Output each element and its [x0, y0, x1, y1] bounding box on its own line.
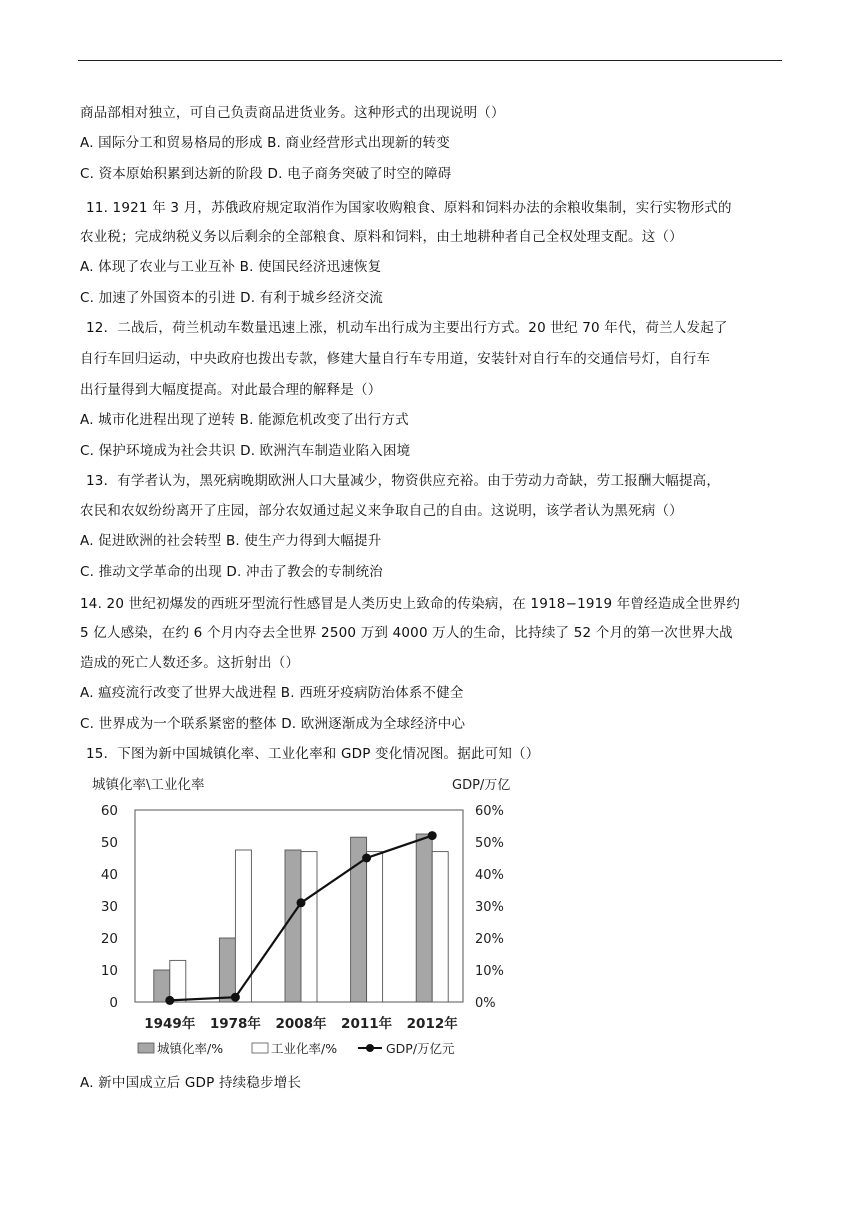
legend-swatch-industrialization	[252, 1043, 268, 1053]
question-13-stem-line1: 13．有学者认为，黑死病晚期欧洲人口大量减少，物资供应充裕。由于劳动力奇缺，劳工报酬大幅提高，	[86, 473, 721, 489]
right-tick-label: 40%	[475, 868, 504, 883]
left-tick-label: 20	[100, 931, 118, 947]
right-tick-label: 0%	[475, 996, 496, 1011]
question-10-stem-end: 商品部相对独立，可自己负责商品进货业务。这种形式的出现说明（）	[80, 105, 505, 121]
bar-industrialization	[170, 960, 186, 1002]
gdp-point	[428, 831, 437, 840]
legend-label-industrialization: 工业化率/%	[271, 1041, 338, 1056]
right-axis-label: GDP/万亿	[452, 778, 511, 793]
left-tick-label: 40	[100, 867, 118, 883]
right-tick-label: 30%	[475, 900, 504, 915]
question-13-options-ab: A. 促进欧洲的社会转型 B. 使生产力得到大幅提升	[80, 533, 382, 549]
question-11-options-ab: A. 体现了农业与工业互补 B. 使国民经济迅速恢复	[80, 259, 382, 275]
question-15-option-a: A. 新中国成立后 GDP 持续稳步增长	[80, 1075, 302, 1091]
x-tick-label: 1949年	[144, 1016, 196, 1032]
left-axis-label: 城镇化率\工业化率	[92, 777, 205, 793]
x-tick-label: 2008年	[275, 1016, 327, 1032]
left-tick-label: 30	[100, 899, 118, 915]
gdp-point	[231, 993, 240, 1002]
bar-urbanization	[285, 850, 301, 1002]
left-tick-label: 60	[100, 803, 118, 819]
bar-urbanization	[351, 837, 367, 1002]
question-11-stem-line2: 农业税；完成纳税义务以后剩余的全部粮食、原料和饲料，由土地耕种者自己全权处理支配。这（）	[80, 229, 683, 245]
left-tick-label: 50	[100, 835, 118, 851]
right-tick-label: 50%	[475, 836, 504, 851]
question-12-stem-line1: 12．二战后，荷兰机动车数量迅速上涨，机动车出行成为主要出行方式。20 世纪 70 年代，荷兰人发起了	[86, 320, 728, 336]
right-tick-label: 20%	[475, 932, 504, 947]
question-14-options-ab: A. 瘟疫流行改变了世界大战进程 B. 西班牙疫病防治体系不健全	[80, 685, 464, 701]
right-tick-label: 10%	[475, 964, 504, 979]
left-tick-label: 0	[109, 995, 118, 1011]
x-tick-label: 1978年	[209, 1016, 261, 1032]
gdp-point	[362, 854, 371, 863]
question-14-options-cd: C. 世界成为一个联系紧密的整体 D. 欧洲逐渐成为全球经济中心	[80, 716, 466, 732]
bar-industrialization	[432, 852, 448, 1002]
legend-label-urbanization: 城镇化率/%	[157, 1041, 224, 1056]
gdp-point	[165, 996, 174, 1005]
question-12-stem-line3: 出行量得到大幅度提高。对此最合理的解释是（）	[80, 382, 382, 398]
question-14-stem-line3: 造成的死亡人数还多。这折射出（）	[80, 655, 300, 671]
question-11-stem-line1: 11. 1921 年 3 月，苏俄政府规定取消作为国家收购粮食、原料和饲料办法的余粮收集制，实行实物形式的	[86, 200, 732, 216]
header-rule	[78, 60, 782, 61]
gdp-point	[297, 898, 306, 907]
x-tick-label: 2011年	[341, 1016, 393, 1032]
left-tick-label: 10	[100, 963, 118, 979]
bar-industrialization	[301, 852, 317, 1002]
question-12-stem-line2: 自行车回归运动，中央政府也拨出专款，修建大量自行车专用道，安装针对自行车的交通信号灯，自行车	[80, 351, 711, 367]
question-14-stem-line2: 5 亿人感染，在约 6 个月内夺去全世界 2500 万到 4000 万人的生命，比持续了 52 个月的第一次世界大战	[80, 625, 733, 641]
urbanization-industrialization-gdp-chart	[90, 768, 520, 1060]
question-13-stem-line2: 农民和农奴纷纷离开了庄园，部分农奴通过起义来争取自己的自由。这说明，该学者认为黑死病（）	[80, 503, 683, 519]
question-13-options-cd: C. 推动文学革命的出现 D. 冲击了教会的专制统治	[80, 564, 383, 580]
bar-industrialization	[367, 852, 383, 1002]
x-tick-label: 2012年	[406, 1016, 458, 1032]
question-11-options-cd: C. 加速了外国资本的引进 D. 有利于城乡经济交流	[80, 290, 383, 306]
legend-marker-gdp	[366, 1044, 374, 1052]
question-10-options-ab: A. 国际分工和贸易格局的形成 B. 商业经营形式出现新的转变	[80, 135, 450, 151]
question-14-stem-line1: 14. 20 世纪初爆发的西班牙型流行性感冒是人类历史上致命的传染病，在 1918−1919 年曾经造成全世界约	[80, 596, 741, 612]
question-12-options-cd: C. 保护环境成为社会共识 D. 欧洲汽车制造业陷入困境	[80, 443, 411, 459]
legend-label-gdp: GDP/万亿元	[386, 1041, 455, 1056]
question-12-options-ab: A. 城市化进程出现了逆转 B. 能源危机改变了出行方式	[80, 412, 409, 428]
question-15-stem: 15．下图为新中国城镇化率、工业化率和 GDP 变化情况图。据此可知（）	[86, 746, 540, 762]
right-tick-label: 60%	[475, 804, 504, 819]
chart-legend	[138, 1041, 455, 1056]
bar-urbanization	[219, 938, 235, 1002]
question-10-options-cd: C. 资本原始积累到达新的阶段 D. 电子商务突破了时空的障碍	[80, 166, 452, 182]
legend-swatch-urbanization	[138, 1043, 154, 1053]
bar-urbanization	[416, 834, 432, 1002]
